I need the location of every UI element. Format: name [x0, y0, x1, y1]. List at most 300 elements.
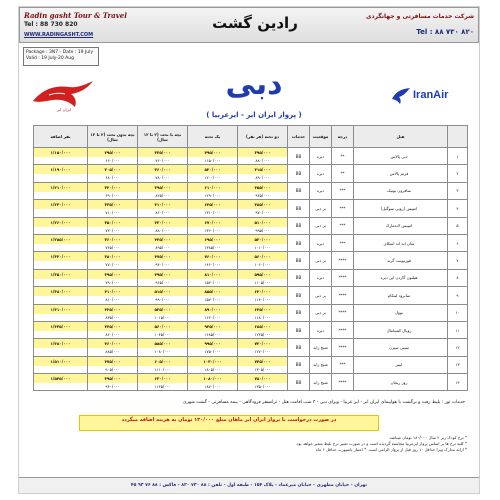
- cell-single: [188, 356, 238, 373]
- cell-stars: ****: [332, 304, 354, 321]
- cell-child-bed-secondary: ۱۰۸۰/۰۰۰: [138, 348, 187, 355]
- cell-location: دیره: [310, 321, 332, 338]
- cell-child-bed: [138, 374, 188, 391]
- cell-child-bed-primary: ۴۳۰/۰۰۰: [138, 218, 187, 227]
- cell-child-bed-primary: ۶۰۵/۰۰۰: [138, 357, 187, 366]
- header-banner: [19, 7, 479, 43]
- cell-hotel: فریم پالاس: [354, 165, 448, 182]
- cell-extra-secondary: [34, 331, 87, 338]
- cell-single-secondary: ۱۸۷۰/۰۰۰: [188, 383, 237, 390]
- cell-double: [238, 339, 288, 356]
- cell-single-primary: ۷۶۰/۰۰۰: [188, 252, 237, 261]
- cell-double-primary: ۵۹۵/۰۰۰: [238, 270, 287, 279]
- cell-hotel: رویال کنتینانتال: [354, 321, 448, 338]
- cell-extra-secondary: [34, 383, 87, 390]
- cell-child-bed-primary: ۴۷۵/۰۰۰: [138, 252, 187, 261]
- cell-child-nobed-secondary: ۶۹۰/۰۰۰: [88, 192, 137, 199]
- price-table: [33, 125, 468, 391]
- cell-child-nobed-primary: ۴۷۵/۰۰۰: [88, 357, 137, 366]
- cell-stars: ***: [332, 217, 354, 234]
- cell-extra: [34, 304, 88, 321]
- cell-single-secondary: ۱۳۱۰/۰۰۰: [188, 209, 237, 216]
- cell-child-bed-secondary: ۷۸۰/۰۰۰: [138, 174, 187, 181]
- cell-location: دیره: [310, 182, 332, 199]
- table-row: [34, 148, 468, 165]
- cell-double-secondary: ۱۲۲۵/۰۰۰: [238, 331, 287, 338]
- cell-extra: [34, 269, 88, 286]
- cell-extra-secondary: [34, 244, 87, 251]
- cell-extra-secondary: [34, 261, 87, 268]
- cell-child-bed: [138, 165, 188, 182]
- cell-stars: ****: [332, 339, 354, 356]
- cell-num: ۱۳: [448, 356, 468, 373]
- cell-double: [238, 356, 288, 373]
- cell-child-nobed: [88, 165, 138, 182]
- cell-child-nobed-primary: ۳۰۵/۰۰۰: [88, 165, 137, 174]
- cell-double: [238, 304, 288, 321]
- cell-child-bed-primary: ۵۶۰/۰۰۰: [138, 322, 187, 331]
- cell-meal: BB: [288, 217, 310, 234]
- cell-location: بر دبی: [310, 200, 332, 217]
- cell-single-primary: ۶۴۵/۰۰۰: [188, 200, 237, 209]
- cell-extra-primary: ۱/۳۸۰/۰۰۰: [34, 287, 87, 296]
- col-location: موقعیت: [310, 126, 332, 148]
- cell-double-secondary: ۱۰۶۰/۰۰۰: [238, 261, 287, 268]
- agency-tel-fa: Tel : ۸۸ ۷۳۰ ۸۲۰: [416, 28, 474, 36]
- cell-num: ۱۴: [448, 374, 468, 391]
- cell-meal: BB: [288, 182, 310, 199]
- cell-child-bed-primary: ۴۴۵/۰۰۰: [138, 235, 187, 244]
- cell-double: [238, 269, 288, 286]
- cell-child-nobed-secondary: ۸۸۵/۰۰۰: [88, 348, 137, 355]
- cell-single-secondary: ۱۴۶۰/۰۰۰: [188, 261, 237, 268]
- cell-single-primary: ۴۹۵/۰۰۰: [188, 148, 237, 157]
- cell-num: ۱۰: [448, 304, 468, 321]
- col-num: [448, 126, 468, 148]
- cell-double-primary: ۴۱۵/۰۰۰: [238, 165, 287, 174]
- cell-child-nobed-primary: ۴۹۵/۰۰۰: [88, 374, 137, 383]
- cell-double: [238, 321, 288, 338]
- cell-double: [238, 234, 288, 251]
- cell-single-primary: ۵۲۰/۰۰۰: [188, 165, 237, 174]
- cell-hotel: امپیس (روبی سوگیل): [354, 200, 448, 217]
- cell-extra-primary: ۱/۲۶۰/۰۰۰: [34, 218, 87, 227]
- cell-extra-secondary: [34, 157, 87, 164]
- cell-stars: ***: [332, 200, 354, 217]
- cell-extra-secondary: [34, 348, 87, 355]
- cell-child-bed: [138, 200, 188, 217]
- cell-double-secondary: ۱۳۵۰/۰۰۰: [238, 383, 287, 390]
- left-logo-label: ایران ایر: [56, 107, 72, 112]
- cell-child-bed: [138, 269, 188, 286]
- col-extra: نفر اضافه: [34, 126, 88, 148]
- cell-child-bed-primary: ۵۱۵/۰۰۰: [138, 287, 187, 296]
- cell-single-secondary: ۱۳۶۰/۰۰۰: [188, 227, 237, 234]
- cell-double-primary: ۴۵۵/۰۰۰: [238, 183, 287, 192]
- cell-child-nobed-primary: ۴۲۵/۰۰۰: [88, 305, 137, 314]
- cell-child-bed: [138, 234, 188, 251]
- cell-extra-secondary: [34, 227, 87, 234]
- cell-single-secondary: ۱۳۸۵/۰۰۰: [188, 244, 237, 251]
- cell-child-nobed-secondary: ۷۱۰/۰۰۰: [88, 209, 137, 216]
- address-footer: تهران - خیابان مطهری - خیابان میرعماد - پلاک ۱۵۴ - طبقه اول - تلفن : ۸۸ ۷۳۰ ۸۲۰ - فاکس : ۸۸ ۷۶ ۹۳ ۴۵: [19, 477, 479, 493]
- cell-child-bed-secondary: ۸۲۵/۰۰۰: [138, 192, 187, 199]
- cell-single-primary: ۸۵۵/۰۰۰: [188, 287, 237, 296]
- cell-double-primary: ۵۲۰/۰۰۰: [238, 235, 287, 244]
- cell-double-secondary: ۱۲۷۰/۰۰۰: [238, 348, 287, 355]
- cell-hotel: سانرود لینکام: [354, 287, 448, 304]
- cell-double: [238, 165, 288, 182]
- cell-single-secondary: ۱۵۲۰/۰۰۰: [188, 279, 237, 286]
- cell-extra-primary: ۱/۵۴۵/۰۰۰: [34, 374, 87, 383]
- cell-meal: BB: [288, 269, 310, 286]
- cell-num: ۸: [448, 269, 468, 286]
- cell-location: دیره: [310, 234, 332, 251]
- cell-child-nobed-secondary: ۸۱۰/۰۰۰: [88, 296, 137, 303]
- cell-extra: [34, 339, 88, 356]
- cell-extra-secondary: [34, 296, 87, 303]
- cell-extra-secondary: [34, 279, 87, 286]
- cell-double-primary: ۵۶۰/۰۰۰: [238, 252, 287, 261]
- cell-single-secondary: ۱۸۰۵/۰۰۰: [188, 366, 237, 373]
- cell-hotel: امپیس لاندمارک: [354, 217, 448, 234]
- cell-extra-primary: ۱/۱۹۰/۰۰۰: [34, 165, 87, 174]
- agency-name-fa: شرکت خدمات مسافرتی و جهانگردی: [366, 13, 474, 20]
- cell-extra-primary: ۱/۳۵۰/۰۰۰: [34, 270, 87, 279]
- flight-note: ( پرواز ایران ایر - ایرعربیا ): [206, 111, 302, 119]
- cell-double-secondary: ۱۱۸۰/۰۰۰: [238, 314, 287, 321]
- cell-location: دیره: [310, 165, 332, 182]
- note-line: * نرخ کودک زیر ۲ سال ۱۸۰/۰۰۰ تومان میباشد.: [388, 435, 467, 440]
- col-child-nobed: بچه بدون تخت (۲ تا ۱۲ سال): [88, 126, 138, 148]
- cell-double-primary: ۴۸۵/۰۰۰: [238, 200, 287, 209]
- cell-extra: [34, 217, 88, 234]
- cell-location: شیخ زاید: [310, 339, 332, 356]
- cell-single-secondary: ۱۱۵۰/۰۰۰: [188, 157, 237, 164]
- cell-meal: BB: [288, 148, 310, 165]
- cell-single: [188, 304, 238, 321]
- cell-extra: [34, 252, 88, 269]
- cell-child-nobed: [88, 234, 138, 251]
- table-row: [34, 339, 468, 356]
- cell-single-primary: ۸۹۰/۰۰۰: [188, 305, 237, 314]
- cell-extra: [34, 234, 88, 251]
- cell-child-bed-secondary: ۱۰۴۵/۰۰۰: [138, 331, 187, 338]
- cell-double: [238, 287, 288, 304]
- cell-child-nobed: [88, 374, 138, 391]
- cell-meal: BB: [288, 252, 310, 269]
- table-row: [34, 252, 468, 269]
- cell-hotel: دبی پالاس: [354, 148, 448, 165]
- cell-meal: BB: [288, 200, 310, 217]
- cell-child-bed-secondary: ۱۰۱۵/۰۰۰: [138, 314, 187, 321]
- cell-single-primary: ۶۱۰/۰۰۰: [188, 183, 237, 192]
- table-row: [34, 356, 468, 373]
- cell-extra-secondary: [34, 174, 87, 181]
- cell-child-nobed: [88, 182, 138, 199]
- cell-num: ۱: [448, 148, 468, 165]
- cell-single: [188, 252, 238, 269]
- cell-hotel: فوربوینت گرند: [354, 252, 448, 269]
- cell-num: ۲: [448, 165, 468, 182]
- cell-double-primary: ۵۱۰/۰۰۰: [238, 218, 287, 227]
- cell-child-nobed: [88, 287, 138, 304]
- cell-single: [188, 217, 238, 234]
- flyer-page: [18, 6, 480, 494]
- iranair-logo-text: IranAir: [413, 89, 449, 101]
- cell-num: ۵: [448, 217, 468, 234]
- cell-single: [188, 321, 238, 338]
- agency-title-fa: رادین گشت: [212, 14, 298, 32]
- cell-extra: [34, 356, 88, 373]
- cell-double: [238, 148, 288, 165]
- cell-double: [238, 200, 288, 217]
- cell-single-secondary: ۱۶۸۵/۰۰۰: [188, 331, 237, 338]
- cell-extra-primary: ۱/۴۸۰/۰۰۰: [34, 339, 87, 348]
- col-hotel: هتل: [354, 126, 448, 148]
- cell-hotel: سیتی سیزن: [354, 339, 448, 356]
- table-row: [34, 217, 468, 234]
- cell-hotel: هیلتون گاردن این دیره: [354, 269, 448, 286]
- cell-double: [238, 182, 288, 199]
- cell-double-primary: ۶۸۵/۰۰۰: [238, 322, 287, 331]
- cell-single: [188, 374, 238, 391]
- cell-location: بر دبی: [310, 217, 332, 234]
- package-line: Package : 3N7 - Date : 19 July: [26, 50, 93, 55]
- col-double: دو تخته (هر نفر): [238, 126, 288, 148]
- cell-num: ۳: [448, 182, 468, 199]
- cell-child-bed-secondary: ۷۶۰/۰۰۰: [138, 157, 187, 164]
- cell-num: ۱۲: [448, 339, 468, 356]
- cell-location: بر دبی: [310, 252, 332, 269]
- cell-extra: [34, 287, 88, 304]
- cell-extra-primary: ۱/۲۸۵/۰۰۰: [34, 235, 87, 244]
- cell-child-bed-primary: ۳۴۵/۰۰۰: [138, 148, 187, 157]
- cell-meal: BB: [288, 234, 310, 251]
- cell-double-secondary: ۱۰۱۰/۰۰۰: [238, 244, 287, 251]
- cell-extra: [34, 321, 88, 338]
- table-row: [34, 165, 468, 182]
- cell-child-bed-secondary: ۹۹۰/۰۰۰: [138, 296, 187, 303]
- cell-extra-secondary: [34, 192, 87, 199]
- cell-double-primary: ۶۴۵/۰۰۰: [238, 305, 287, 314]
- cell-child-nobed: [88, 356, 138, 373]
- cell-child-nobed: [88, 269, 138, 286]
- cell-child-nobed-secondary: ۷۷۰/۰۰۰: [88, 261, 137, 268]
- cell-hotel: روز ریحان: [354, 374, 448, 391]
- cell-double-secondary: ۸۸۰/۰۰۰: [238, 157, 287, 164]
- cell-child-bed-primary: ۳۹۵/۰۰۰: [138, 183, 187, 192]
- table-header-row: [34, 126, 468, 148]
- cell-extra-primary: ۱/۴۴۵/۰۰۰: [34, 322, 87, 331]
- cell-child-nobed: [88, 252, 138, 269]
- cell-extra-primary: ۱/۳۲۰/۰۰۰: [34, 252, 87, 261]
- cell-hotel: نوول: [354, 304, 448, 321]
- col-meal: خدمات: [288, 126, 310, 148]
- cell-child-nobed-primary: ۳۲۰/۰۰۰: [88, 183, 137, 192]
- col-stars: درجه: [332, 126, 354, 148]
- cell-double-primary: ۷۴۵/۰۰۰: [238, 357, 287, 366]
- cell-child-nobed: [88, 200, 138, 217]
- cell-child-nobed-primary: ۳۸۰/۰۰۰: [88, 252, 137, 261]
- cell-double-primary: ۷۲۰/۰۰۰: [238, 339, 287, 348]
- cell-single: [188, 339, 238, 356]
- cell-child-nobed-primary: ۳۳۵/۰۰۰: [88, 200, 137, 209]
- cell-stars: ****: [332, 321, 354, 338]
- cell-child-nobed-secondary: ۶۸۰/۰۰۰: [88, 174, 137, 181]
- cell-child-bed-primary: ۳۶۰/۰۰۰: [138, 165, 187, 174]
- cell-extra-secondary: [34, 314, 87, 321]
- note-line: * ارائه مدارک ویزا حداقل ۱۰ روز قبل از پرواز الزامی است. * اعتبار پاسپورت حداقل ۶ ماه: [315, 447, 467, 452]
- cell-extra: [34, 165, 88, 182]
- cell-child-nobed: [88, 321, 138, 338]
- cell-meal: BB: [288, 165, 310, 182]
- cell-meal: BB: [288, 356, 310, 373]
- cell-single-primary: ۹۴۵/۰۰۰: [188, 322, 237, 331]
- cell-location: دیره: [310, 269, 332, 286]
- cell-double: [238, 374, 288, 391]
- cell-single-secondary: ۱۷۵۰/۰۰۰: [188, 348, 237, 355]
- package-info-box: [23, 47, 99, 66]
- cell-single-primary: ۱۰۸۰/۰۰۰: [188, 374, 237, 383]
- cell-child-nobed-secondary: ۷۳۰/۰۰۰: [88, 227, 137, 234]
- table-row: [34, 234, 468, 251]
- tour-services-line: خدمات تور : بلیط رفت و برگشت با هواپیمای ایران ایر - ایر عربیا - ویزای دبی - ۳ شب اقامت هتل - ترانسفر فرودگاهی - بیمه مسافرتی - گشت شهری: [182, 400, 465, 405]
- table-row: [34, 269, 468, 286]
- cell-extra-secondary: [34, 366, 87, 373]
- cell-stars: **: [332, 148, 354, 165]
- cell-num: ۷: [448, 252, 468, 269]
- cell-single: [188, 182, 238, 199]
- cell-child-bed: [138, 148, 188, 165]
- cell-child-bed-secondary: ۱۱۴۵/۰۰۰: [138, 383, 187, 390]
- cell-meal: BB: [288, 339, 310, 356]
- cell-child-nobed-secondary: ۸۳۵/۰۰۰: [88, 314, 137, 321]
- cell-child-bed-secondary: ۱۱۱۰/۰۰۰: [138, 366, 187, 373]
- cell-child-bed: [138, 252, 188, 269]
- cell-single: [188, 234, 238, 251]
- cell-double: [238, 217, 288, 234]
- cell-extra-primary: ۱/۴۱۰/۰۰۰: [34, 305, 87, 314]
- cell-double-primary: ۶۲۰/۰۰۰: [238, 287, 287, 296]
- cell-single-secondary: ۱۲۹۰/۰۰۰: [188, 192, 237, 199]
- cell-single: [188, 269, 238, 286]
- cell-extra: [34, 200, 88, 217]
- notes-block: [33, 435, 467, 453]
- cell-child-bed: [138, 217, 188, 234]
- cell-num: ۴: [448, 200, 468, 217]
- cell-extra: [34, 182, 88, 199]
- cell-extra-primary: ۱/۲۱۰/۰۰۰: [34, 183, 87, 192]
- cell-extra-secondary: [34, 209, 87, 216]
- cell-extra: [34, 148, 88, 165]
- cell-single: [188, 165, 238, 182]
- cell-single-primary: ۸۱۰/۰۰۰: [188, 270, 237, 279]
- cell-double-secondary: ۱۱۰۵/۰۰۰: [238, 279, 287, 286]
- cell-child-bed-secondary: ۸۸۰/۰۰۰: [138, 227, 187, 234]
- cell-child-nobed-primary: ۳۹۵/۰۰۰: [88, 270, 137, 279]
- cell-child-bed-primary: ۵۳۵/۰۰۰: [138, 305, 187, 314]
- table-row: [34, 321, 468, 338]
- cell-child-bed-secondary: ۹۶۵/۰۰۰: [138, 279, 187, 286]
- cell-single-secondary: ۱۶۲۰/۰۰۰: [188, 314, 237, 321]
- cell-child-nobed-primary: ۳۶۰/۰۰۰: [88, 235, 137, 244]
- cell-hotel: سافرون بوتیک: [354, 182, 448, 199]
- agency-tel-en: Tel : 88 730 820: [24, 21, 78, 28]
- cell-double-secondary: ۹۴۵/۰۰۰: [238, 192, 287, 199]
- cell-extra: [34, 374, 88, 391]
- cell-location: بر دبی: [310, 304, 332, 321]
- cell-meal: BB: [288, 304, 310, 321]
- note-line: * کلیه نرخ ها بر اساس پرواز ایرعربیا محاسبه گردیده است و در صورت تغییر نرخ بلیط متغیر خواهد بود.: [295, 441, 467, 446]
- cell-single-secondary: ۱۲۰۰/۰۰۰: [188, 174, 237, 181]
- cell-double-primary: ۷۸۰/۰۰۰: [238, 374, 287, 383]
- cell-single-primary: ۶۷۰/۰۰۰: [188, 218, 237, 227]
- cell-double: [238, 252, 288, 269]
- cell-num: ۶: [448, 234, 468, 251]
- cell-num: ۱۱: [448, 321, 468, 338]
- cell-child-nobed-primary: ۲۹۵/۰۰۰: [88, 148, 137, 157]
- cell-child-nobed-primary: ۴۴۵/۰۰۰: [88, 322, 137, 331]
- table-row: [34, 200, 468, 217]
- cell-stars: ****: [332, 252, 354, 269]
- cell-child-nobed-secondary: ۷۹۰/۰۰۰: [88, 279, 137, 286]
- cell-child-nobed-primary: ۳۵۰/۰۰۰: [88, 218, 137, 227]
- cell-child-nobed: [88, 148, 138, 165]
- cell-child-bed-secondary: ۹۴۰/۰۰۰: [138, 261, 187, 268]
- agency-website-link[interactable]: WWW.RADINGASHT.COM: [24, 32, 94, 38]
- cell-stars: **: [332, 165, 354, 182]
- cell-single-primary: ۹۹۵/۰۰۰: [188, 339, 237, 348]
- cell-location: شیخ زاید: [310, 374, 332, 391]
- cell-child-bed-primary: ۴۱۰/۰۰۰: [138, 200, 187, 209]
- col-single: یک تخته: [188, 126, 238, 148]
- cell-child-nobed-secondary: ۶۶۰/۰۰۰: [88, 157, 137, 164]
- cell-double-secondary: ۹۷۰/۰۰۰: [238, 209, 287, 216]
- cell-extra-primary: ۱/۱۵۰/۰۰۰: [34, 148, 87, 157]
- cell-child-bed-primary: ۵۸۵/۰۰۰: [138, 339, 187, 348]
- destination-title: دبی: [225, 67, 283, 102]
- cell-meal: BB: [288, 287, 310, 304]
- cell-double-secondary: ۸۹۰/۰۰۰: [238, 174, 287, 181]
- cell-location: شیخ زاید: [310, 356, 332, 373]
- col-child-bed: بچه با تخت (۲ تا ۱۲ سال): [138, 126, 188, 148]
- cell-child-nobed-secondary: ۸۶۰/۰۰۰: [88, 331, 137, 338]
- cell-extra-primary: ۱/۵۱۰/۰۰۰: [34, 357, 87, 366]
- cell-child-bed: [138, 287, 188, 304]
- cell-meal: BB: [288, 321, 310, 338]
- cell-child-bed: [138, 182, 188, 199]
- cell-single: [188, 148, 238, 165]
- cell-child-bed-secondary: ۸۶۰/۰۰۰: [138, 209, 187, 216]
- validity-line: Valid : 19 July-20 Aug: [26, 56, 74, 61]
- table-row: [34, 304, 468, 321]
- cell-single: [188, 200, 238, 217]
- cell-meal: BB: [288, 374, 310, 391]
- cell-single-secondary: ۱۵۷۰/۰۰۰: [188, 296, 237, 303]
- cell-location: بر دبی: [310, 287, 332, 304]
- iranair-homa-icon: [391, 87, 411, 105]
- cell-extra-primary: ۱/۲۳۰/۰۰۰: [34, 200, 87, 209]
- cell-stars: ****: [332, 287, 354, 304]
- cell-single: [188, 287, 238, 304]
- cell-child-bed: [138, 339, 188, 356]
- cell-stars: ****: [332, 269, 354, 286]
- cell-child-bed: [138, 356, 188, 373]
- cell-child-nobed-secondary: ۹۳۰/۰۰۰: [88, 383, 137, 390]
- agency-name-en: Radin gasht Tour & Travel: [24, 11, 127, 20]
- cell-child-nobed-secondary: ۷۴۵/۰۰۰: [88, 244, 137, 251]
